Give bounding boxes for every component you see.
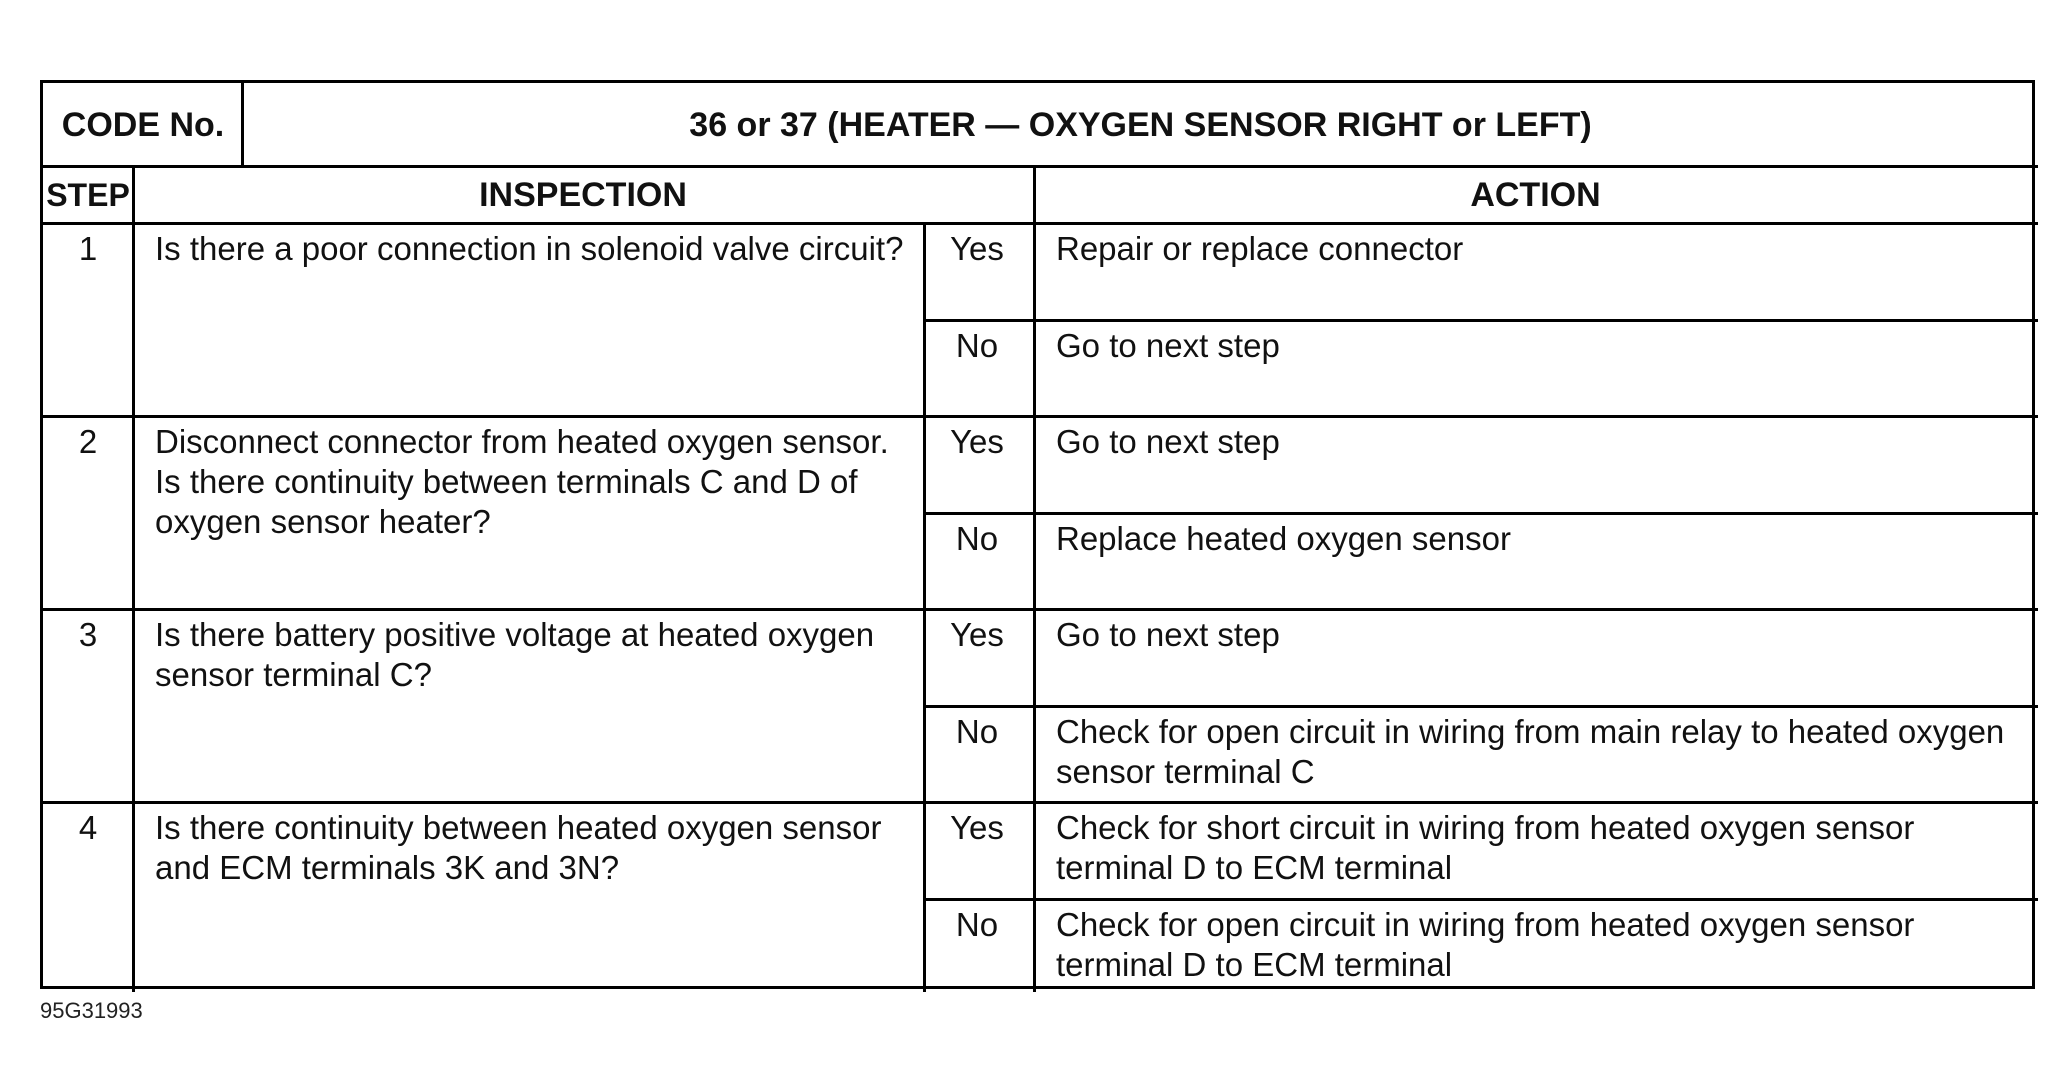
code-value: 36 or 37 (HEATER — OXYGEN SENSOR RIGHT or LEFT)	[689, 105, 1592, 144]
rule-step-3-bottom	[43, 801, 2038, 804]
yes-label: Yes	[950, 809, 1004, 846]
yes-action: Go to next step	[1056, 616, 1280, 653]
yes-label: Yes	[950, 616, 1004, 653]
code-label: CODE No.	[61, 105, 225, 144]
inspection-text: Disconnect connector from heated oxygen sensor. Is there continuity between terminals C and D of oxygen sensor heater?	[155, 423, 889, 540]
no-action: Check for open circuit in wiring from main relay to heated oxygen sensor terminal C	[1056, 713, 2005, 790]
step-number: 3	[78, 616, 98, 653]
inspection-text: Is there battery positive voltage at heated oxygen sensor terminal C?	[155, 616, 875, 693]
rule-step-2-bottom	[43, 608, 2038, 611]
rule-under-code-row	[43, 165, 2038, 168]
rule-yes-no-3	[923, 705, 2038, 708]
no-label: No	[955, 520, 999, 557]
rule-yes-no-4	[923, 898, 2038, 901]
no-action: Replace heated oxygen sensor	[1056, 520, 1511, 557]
yes-action: Go to next step	[1056, 423, 1280, 460]
action-header: ACTION	[1470, 175, 1601, 214]
step-number: 2	[78, 423, 98, 460]
no-label: No	[955, 327, 999, 364]
step-number: 4	[78, 809, 98, 846]
yes-label: Yes	[950, 423, 1004, 460]
inspection-text: Is there continuity between heated oxygen sensor and ECM terminals 3K and 3N?	[155, 809, 882, 886]
rule-step-column	[132, 165, 135, 992]
diagnostic-table	[40, 80, 2035, 989]
rule-yes-no-1	[923, 319, 2038, 322]
rule-under-headers	[43, 222, 2038, 225]
step-number: 1	[78, 230, 98, 267]
rule-answer-action	[1033, 165, 1036, 992]
rule-step-1-bottom	[43, 415, 2038, 418]
yes-action: Check for short circuit in wiring from heated oxygen sensor terminal D to ECM terminal	[1056, 809, 1915, 886]
inspection-header: INSPECTION	[479, 175, 687, 214]
step-header: STEP	[46, 176, 130, 213]
no-label: No	[955, 713, 999, 750]
figure-id: 95G31993	[40, 998, 143, 1023]
no-label: No	[955, 906, 999, 943]
yes-label: Yes	[950, 230, 1004, 267]
rule-inspection-answer	[923, 222, 926, 992]
rule-code-divider	[241, 83, 244, 166]
no-action: Go to next step	[1056, 327, 1280, 364]
no-action: Check for open circuit in wiring from heated oxygen sensor terminal D to ECM terminal	[1056, 906, 1915, 983]
inspection-text: Is there a poor connection in solenoid valve circuit?	[155, 230, 904, 267]
rule-yes-no-2	[923, 512, 2038, 515]
yes-action: Repair or replace connector	[1056, 230, 1464, 267]
